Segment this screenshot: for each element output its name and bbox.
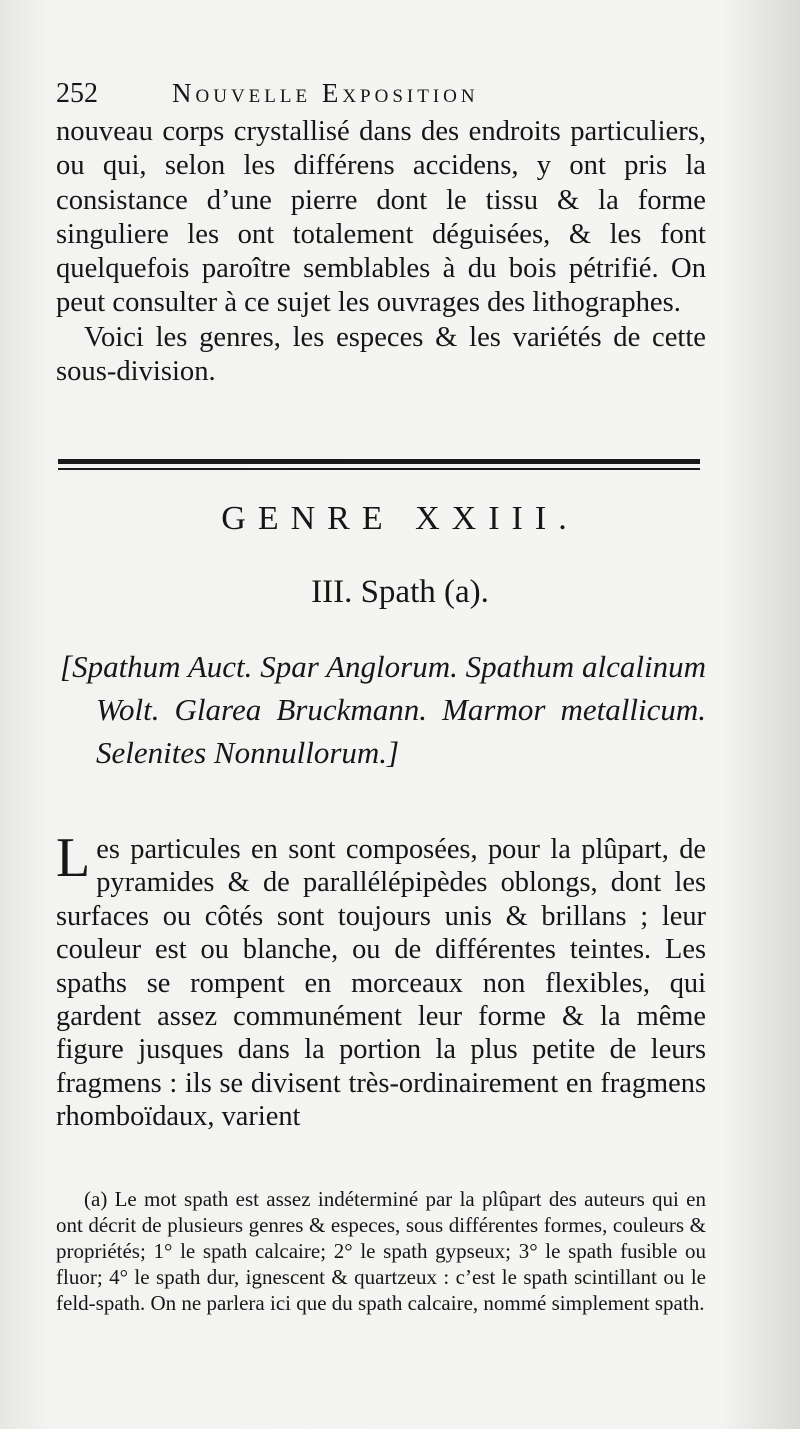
intro-paragraph: nouveau corps crystallisé dans des endroits particuliers, ou qui, selon les différens accidens, y ont pris la consistance d’une pierre dont le tissu & la forme singuliere les ont totalement déguisées, & les font quelquefois paroître semblables à du bois pétrifié. On peut consulter à ce sujet les ouvrages des lithographes. xyxy=(56,116,706,319)
section-rule-thin xyxy=(58,468,700,470)
genre-heading: GENRE XXIII. xyxy=(221,500,579,537)
intro-text xyxy=(56,115,706,389)
intro-paragraph: Voici les genres, les especes & les variétés de cette sous-division. xyxy=(56,321,706,388)
page-header xyxy=(52,78,712,118)
page-number: 252 xyxy=(56,78,98,109)
running-title: Nouvelle Exposition xyxy=(172,78,479,108)
footnote xyxy=(56,1186,706,1316)
description-body: es particules en sont composées, pour la plûpart, de pyramides & de parallélépipèdes oblongs, dont les surfaces ou côtés sont toujours unis & brillans ; leur couleur est ou blanche, ou de différentes teintes. Les spaths se rompent en morceaux non flexibles, qui gardent assez communément leur forme & la même figure jusques dans la portion la plus petite de leurs fragmens : ils se divisent très-ordinairement en fragmens rhomboïdaux, varient xyxy=(56,834,706,1133)
synonymy-text: [Spathum Auct. Spar Anglorum. Spathum alcalinum Wolt. Glarea Bruckmann. Marmor metallicum. Selenites Nonnullorum.] xyxy=(60,649,706,770)
drop-cap: L xyxy=(56,827,91,889)
synonymy-block xyxy=(60,645,706,774)
section-rule xyxy=(58,459,700,464)
description-paragraph xyxy=(56,827,706,1134)
section-title: III. Spath (a). xyxy=(311,574,489,610)
description-text xyxy=(56,827,706,1134)
footnote-text: (a) Le mot spath est assez indéterminé par la plûpart des auteurs qui en ont décrit de plusieurs genres & especes, sous différentes formes, couleurs & propriétés; 1° le spath calcaire; 2° le spath gypseux; 3° le spath fusible ou fluor; 4° le spath dur, ignescent & quartzeux : c’est le spath scintillant ou le feld-spath. On ne parlera ici que du spath calcaire, nommé simplement spath. xyxy=(56,1187,706,1315)
